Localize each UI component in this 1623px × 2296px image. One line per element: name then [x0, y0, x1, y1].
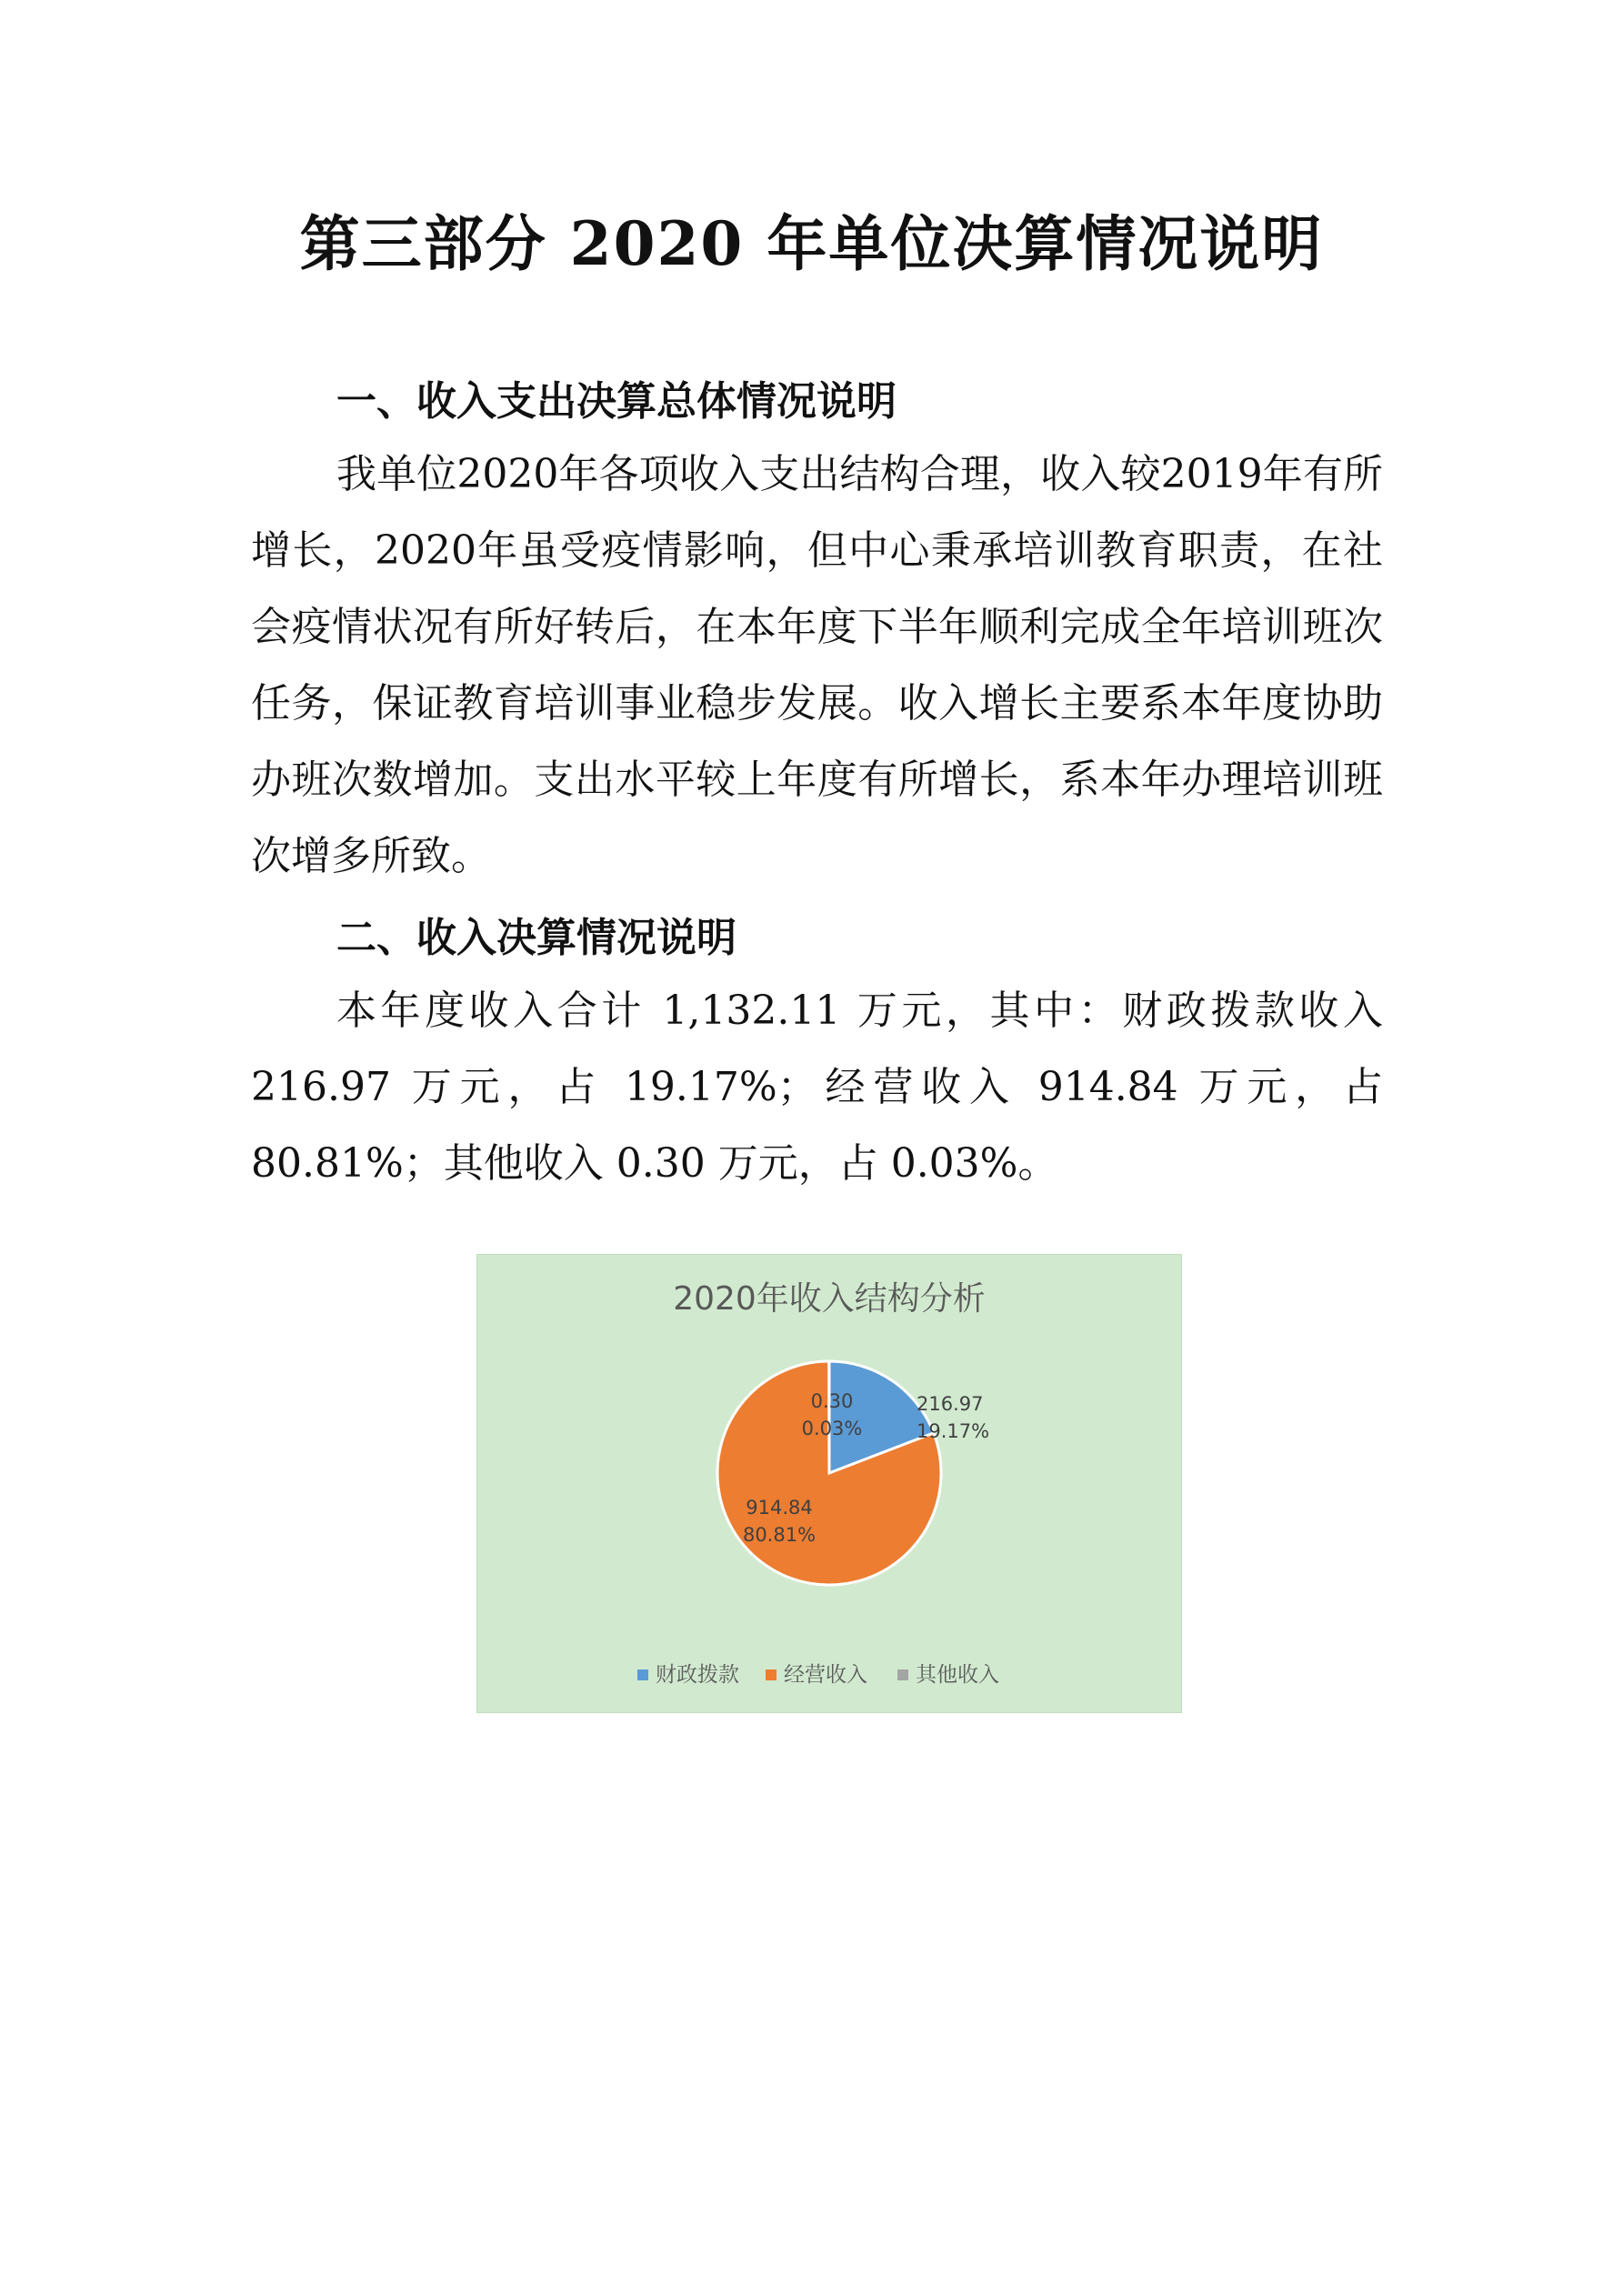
legend-label-3: 其他收入: [916, 1663, 999, 1687]
data-label-percent-2: 80.81%: [742, 1524, 817, 1546]
legend-label-2: 经营收入: [784, 1663, 867, 1687]
legend-swatch-3: [897, 1669, 908, 1680]
data-label-value-1: 216.97: [917, 1393, 984, 1415]
data-label-percent-1: 19.17%: [917, 1420, 990, 1442]
pie-chart-svg: [477, 1255, 1181, 1712]
chart-title: 2020年收入结构分析: [673, 1280, 986, 1318]
income-pie-chart: [476, 1254, 1182, 1713]
section-heading-2: 二、收入决算情况说明: [336, 915, 736, 961]
section-paragraph-1: 我单位2020年各项收入支出结构合理，收入较2019年有所增长，2020年虽受疫情影响，但中心秉承培训教育职责，在社会疫情状况有所好转后，在本年度下半年顺利完成全年培训班次任务，保证教育培训事业稳步发展。收入增长主要系本年度协助办班次数增加。支出水平较上年度有所增长，系本年办理培训班次增多所致。: [251, 451, 1383, 879]
legend-label-1: 财政拨款: [656, 1663, 739, 1687]
section-paragraph-2: 本年度收入合计 1,132.11 万元，其中：财政拨款收入 216.97 万元，占 19.17%；经营收入 914.84 万元，占 80.81%；其他收入 0.30 万元，占 0.03%。: [251, 988, 1383, 1187]
legend-swatch-2: [766, 1669, 776, 1680]
legend-swatch-1: [637, 1669, 648, 1680]
page-title: 第三部分 2020 年单位决算情况说明: [299, 208, 1324, 279]
data-label-value-3: 0.30: [810, 1390, 854, 1412]
data-label-percent-3: 0.03%: [801, 1418, 863, 1439]
section-heading-1: 一、收入支出决算总体情况说明: [336, 378, 897, 425]
data-label-value-2: 914.84: [746, 1497, 813, 1519]
